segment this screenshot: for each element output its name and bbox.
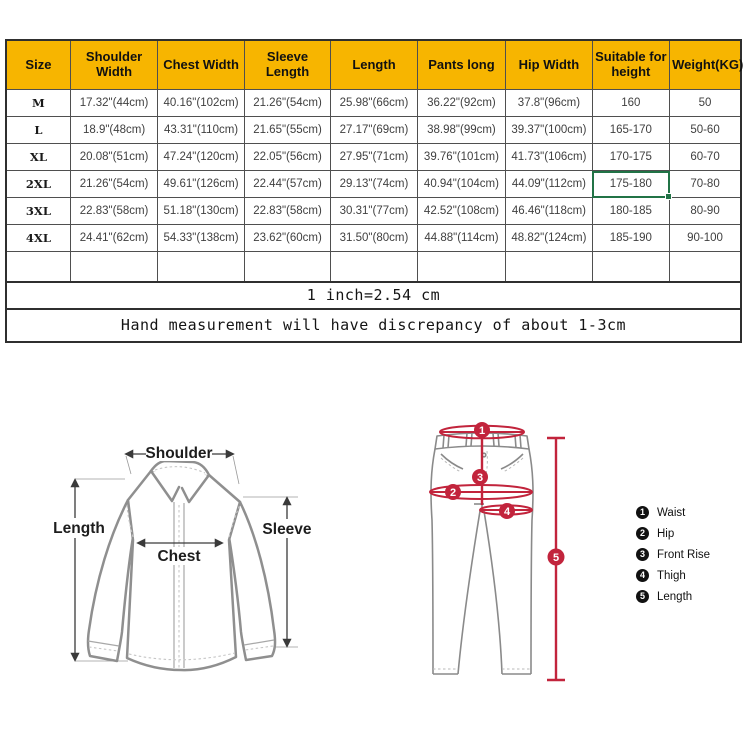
shirt-diagram bbox=[52, 444, 312, 670]
data-cell: 27.95"(71cm) bbox=[331, 144, 417, 171]
right-pocket bbox=[501, 454, 523, 469]
data-cell: 23.62"(60cm) bbox=[244, 225, 330, 252]
col-header-pants-long: Pants long bbox=[417, 40, 505, 90]
header-row bbox=[6, 40, 741, 90]
pants-legend bbox=[636, 502, 710, 607]
legend-label-hip: Hip bbox=[657, 527, 675, 540]
table-row-2xl bbox=[6, 171, 741, 198]
data-cell: 70-80 bbox=[670, 171, 741, 198]
data-cell: 25.98"(66cm) bbox=[331, 90, 417, 117]
legend-item-front-rise bbox=[636, 544, 710, 565]
size-cell: 4XL bbox=[6, 225, 70, 252]
size-cell: M bbox=[6, 90, 70, 117]
data-cell: 49.61"(126cm) bbox=[158, 171, 244, 198]
col-header-size: Size bbox=[6, 40, 70, 90]
size-chart-table bbox=[5, 39, 742, 343]
size-cell: 2XL bbox=[6, 171, 70, 198]
data-cell: 31.50"(80cm) bbox=[331, 225, 417, 252]
pants-diagram bbox=[430, 422, 565, 680]
data-cell: 21.65"(55cm) bbox=[244, 117, 330, 144]
data-cell: 22.83"(58cm) bbox=[70, 198, 157, 225]
table-row-4xl bbox=[6, 225, 741, 252]
col-header-sleeve-length: Sleeve Length bbox=[244, 40, 330, 90]
empty-cell bbox=[331, 252, 417, 282]
data-cell: 36.22"(92cm) bbox=[417, 90, 505, 117]
data-cell: 30.31"(77cm) bbox=[331, 198, 417, 225]
waist-annotation bbox=[440, 422, 524, 438]
data-cell: 29.13"(74cm) bbox=[331, 171, 417, 198]
empty-cell bbox=[506, 252, 592, 282]
legend-bullet-2: 2 bbox=[636, 527, 649, 540]
data-cell: 50-60 bbox=[670, 117, 741, 144]
hand-note-row bbox=[6, 309, 741, 342]
data-cell: 22.83"(58cm) bbox=[244, 198, 330, 225]
data-cell: 17.32"(44cm) bbox=[70, 90, 157, 117]
col-header-weight: Weight(KG) bbox=[670, 40, 741, 90]
size-cell: 3XL bbox=[6, 198, 70, 225]
data-cell: 21.26"(54cm) bbox=[244, 90, 330, 117]
data-cell: 46.46"(118cm) bbox=[506, 198, 592, 225]
data-cell: 170-175 bbox=[592, 144, 669, 171]
data-cell: 37.8"(96cm) bbox=[506, 90, 592, 117]
empty-cell bbox=[70, 252, 157, 282]
legend-bullet-1: 1 bbox=[636, 506, 649, 519]
data-cell: 90-100 bbox=[670, 225, 741, 252]
legend-label-length: Length bbox=[657, 590, 693, 603]
data-cell: 48.82"(124cm) bbox=[506, 225, 592, 252]
shoulder-dim-arrow bbox=[126, 444, 233, 462]
legend-item-length bbox=[636, 586, 710, 607]
empty-row bbox=[6, 252, 741, 282]
data-cell: 39.37"(100cm) bbox=[506, 117, 592, 144]
data-cell: 21.26"(54cm) bbox=[70, 171, 157, 198]
pants-right-inner-seam bbox=[484, 511, 502, 674]
empty-cell bbox=[670, 252, 741, 282]
length-annotation bbox=[547, 438, 565, 680]
data-cell: 24.41"(62cm) bbox=[70, 225, 157, 252]
legend-label-waist: Waist bbox=[657, 506, 686, 519]
legend-item-thigh bbox=[636, 565, 710, 586]
legend-bullet-3: 3 bbox=[636, 548, 649, 561]
empty-cell bbox=[592, 252, 669, 282]
empty-cell bbox=[6, 252, 70, 282]
pants-left-inner-seam bbox=[458, 511, 480, 674]
table-row-l bbox=[6, 117, 741, 144]
inch-conversion-note: 1 inch=2.54 cm bbox=[6, 282, 741, 309]
guide-line bbox=[233, 456, 239, 484]
size-cell: L bbox=[6, 117, 70, 144]
legend-label-front-rise: Front Rise bbox=[657, 548, 711, 561]
table-row-3xl bbox=[6, 198, 741, 225]
left-pocket bbox=[441, 454, 463, 469]
legend-bullet-5: 5 bbox=[636, 590, 649, 603]
data-cell: 185-190 bbox=[592, 225, 669, 252]
data-cell: 165-170 bbox=[592, 117, 669, 144]
table-row-m bbox=[6, 90, 741, 117]
right-pocket-stitch bbox=[503, 458, 523, 472]
col-header-suitable-height: Suitable for height bbox=[592, 40, 669, 90]
col-header-chest-width: Chest Width bbox=[158, 40, 244, 90]
measurement-discrepancy-note: Hand measurement will have discrepancy of about 1-3cm bbox=[6, 309, 741, 342]
marker-3-num: 3 bbox=[476, 472, 484, 484]
marker-1-num: 1 bbox=[478, 425, 486, 437]
marker-5-num: 5 bbox=[552, 552, 560, 564]
left-pocket-stitch bbox=[441, 458, 461, 472]
data-cell: 18.9"(48cm) bbox=[70, 117, 157, 144]
data-cell: 20.08"(51cm) bbox=[70, 144, 157, 171]
data-cell: 42.52"(108cm) bbox=[417, 198, 505, 225]
pants-right-outer-seam bbox=[529, 449, 533, 674]
data-cell: 80-90 bbox=[670, 198, 741, 225]
data-cell: 54.33"(138cm) bbox=[158, 225, 244, 252]
data-cell: 60-70 bbox=[670, 144, 741, 171]
data-cell: 41.73"(106cm) bbox=[506, 144, 592, 171]
data-cell: 50 bbox=[670, 90, 741, 117]
data-cell: 160 bbox=[592, 90, 669, 117]
legend-item-hip bbox=[636, 523, 710, 544]
col-header-shoulder-width: Shoulder Width bbox=[70, 40, 157, 90]
data-cell: 39.76"(101cm) bbox=[417, 144, 505, 171]
data-cell: 43.31"(110cm) bbox=[158, 117, 244, 144]
legend-label-thigh: Thigh bbox=[657, 569, 686, 582]
data-cell: 22.05"(56cm) bbox=[244, 144, 330, 171]
data-cell: 40.16"(102cm) bbox=[158, 90, 244, 117]
guide-line bbox=[126, 456, 131, 474]
legend-item-waist bbox=[636, 502, 710, 523]
inch-note-row bbox=[6, 282, 741, 309]
marker-4-num: 4 bbox=[503, 506, 511, 518]
size-cell: XL bbox=[6, 144, 70, 171]
data-cell: 180-185 bbox=[592, 198, 669, 225]
data-cell: 40.94"(104cm) bbox=[417, 171, 505, 198]
col-header-hip-width: Hip Width bbox=[506, 40, 592, 90]
data-cell: 47.24"(120cm) bbox=[158, 144, 244, 171]
empty-cell bbox=[244, 252, 330, 282]
data-cell: 22.44"(57cm) bbox=[244, 171, 330, 198]
empty-cell bbox=[417, 252, 505, 282]
selected-cell-highlight: 175-180 bbox=[592, 171, 669, 198]
pants-left-outer-seam bbox=[431, 449, 435, 674]
marker-2-num: 2 bbox=[449, 487, 457, 499]
length-label: Length bbox=[53, 520, 105, 537]
sleeve-label: Sleeve bbox=[262, 521, 312, 538]
data-cell: 44.09"(112cm) bbox=[506, 171, 592, 198]
data-cell: 38.98"(99cm) bbox=[417, 117, 505, 144]
thigh-annotation bbox=[480, 503, 532, 519]
data-cell: 44.88"(114cm) bbox=[417, 225, 505, 252]
col-header-length: Length bbox=[331, 40, 417, 90]
front-rise-annotation bbox=[472, 438, 488, 505]
empty-cell bbox=[158, 252, 244, 282]
shoulder-label: Shoulder bbox=[145, 445, 213, 462]
table-row-xl bbox=[6, 144, 741, 171]
chest-label: Chest bbox=[157, 548, 201, 565]
data-cell: 27.17"(69cm) bbox=[331, 117, 417, 144]
data-cell: 51.18"(130cm) bbox=[158, 198, 244, 225]
legend-bullet-4: 4 bbox=[636, 569, 649, 582]
